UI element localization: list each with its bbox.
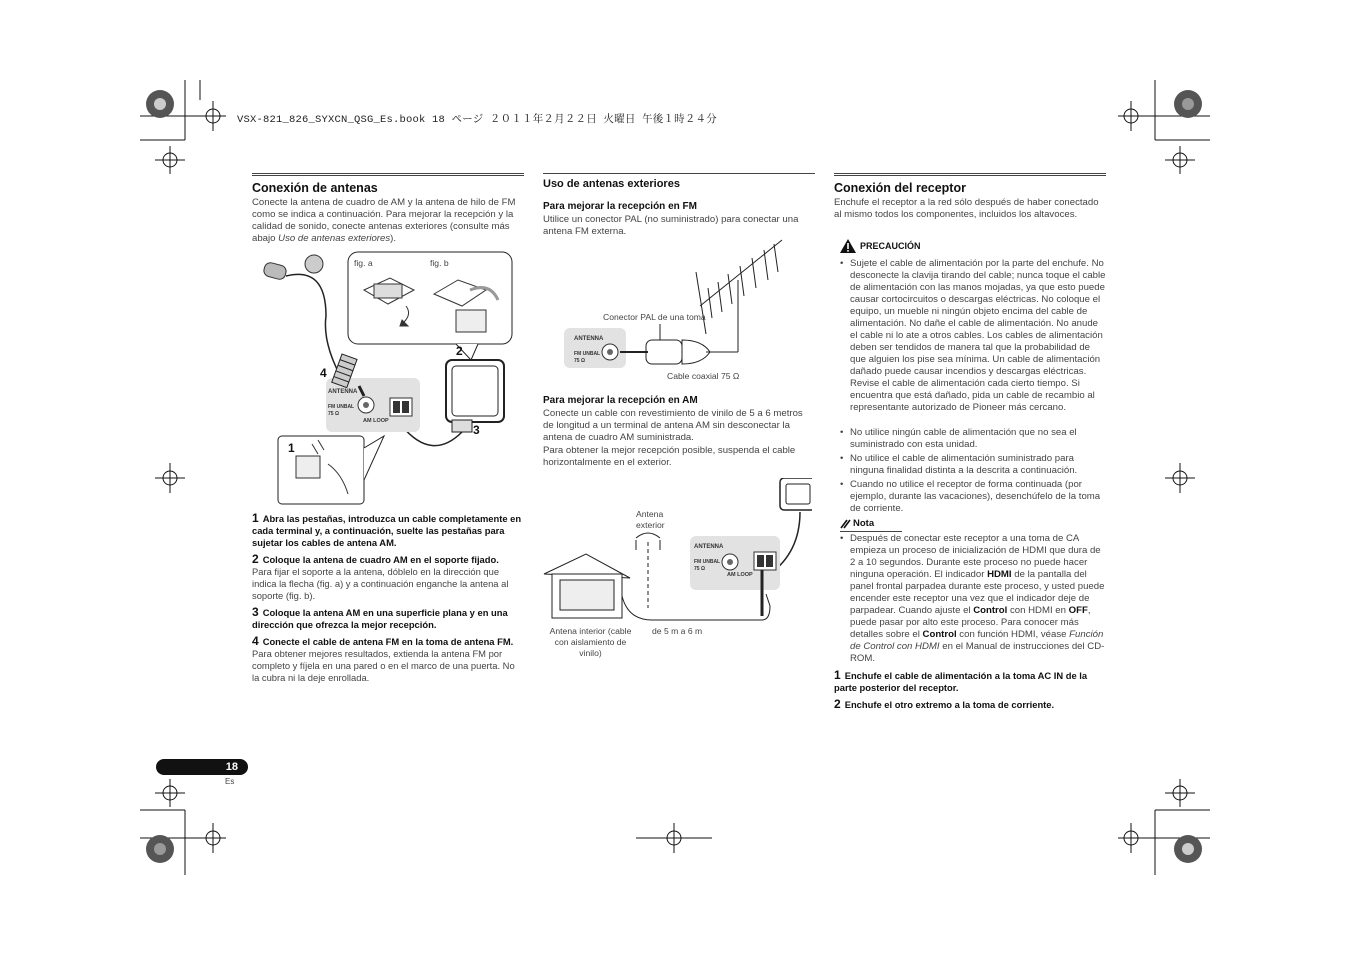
caution-item: • Cuando no utilice el receptor de forma continuada (por ejemplo, durante las vacaciones), desenchúfelo de la toma de corriente. <box>840 479 1106 515</box>
am-loop-antenna <box>780 478 812 510</box>
am-panel-fm: FM UNBAL <box>694 559 721 565</box>
col1-rule <box>252 173 524 176</box>
col1-step-3 <box>252 606 524 631</box>
note-title: Nota <box>853 518 875 529</box>
col1-intro-link[interactable]: Uso de antenas exteriores <box>278 233 391 244</box>
page-number-badge: 18 <box>156 759 248 775</box>
step-number: 3 <box>252 605 259 619</box>
col1-step-1 <box>252 512 524 549</box>
fm-outdoor-figure <box>560 236 820 386</box>
step-text: Para fijar el soporte a la antena, dóblelo en la dirección que indica la flecha (fig. a) y a continuación enganche la antena al soporte (fig. b). <box>252 566 509 601</box>
col1-step-2 <box>252 553 524 602</box>
note-item: • Después de conectar este receptor a una toma de CA empieza un proceso de inicialización de HDMI que dura de 2 a 10 segundos. Durante este proceso no puede hacer ninguna operación. El indicador HDMI de la pantalla del panel frontal parpadea durante este proceso, y usted puede encender este receptor una vez que el indicador deje de parpadear. Cuando ajuste el Control con HDMI en OFF, puede pasar por alto este proceso. Para conocer más detalles sobre el Control con función HDMI, véase Función de Control con HDMI en el Manual de instrucciones del CD-ROM. <box>840 533 1106 665</box>
step-number: 4 <box>252 634 259 648</box>
caution-item: • No utilice el cable de alimentación suministrado para ninguna finalidad distinta a la descrita a continuación. <box>840 453 1106 477</box>
step-heading: Enchufe el cable de alimentación a la toma AC IN de la parte posterior del receptor. <box>834 670 1088 693</box>
am-text-2: Para obtener la mejor recepción posible, suspenda el cable horizontalmente en el exterior. <box>543 445 796 468</box>
step-heading: Coloque la antena AM en una superficie plana y en una dirección que ofrezca la mejor recepción. <box>252 607 508 630</box>
fm-title: Para mejorar la recepción en FM <box>543 201 697 212</box>
warning-icon <box>840 239 856 253</box>
col3-rule <box>834 173 1106 176</box>
language-code: Es <box>225 777 235 786</box>
col1-intro-b: ). <box>390 233 397 244</box>
am-text-1: Conecte un cable con revestimiento de vinilo de 5 a 6 metros de longitud a un terminal de antena AM sin desconectar la antena de cuadro AM suministrada. <box>543 408 803 443</box>
note-underline <box>840 531 902 532</box>
col1-step-4 <box>252 635 524 684</box>
col3-step-2 <box>834 698 1106 711</box>
fm-cable-label: Cable coaxial 75 Ω <box>667 371 740 381</box>
caution-item: • No utilice ningún cable de alimentación que no sea el suministrado con esta unidad. <box>840 427 1106 451</box>
step-number: 1 <box>252 511 259 525</box>
fig-b-label: fig. b <box>430 258 449 268</box>
fm-connector-label: Conector PAL de una toma <box>603 312 706 322</box>
fm-text: Utilice un conector PAL (no suministrado) para conectar una antena FM externa. <box>543 214 799 237</box>
callout-1: 1 <box>288 441 295 455</box>
col1-intro-a: Conecte la antena de cuadro de AM y la antena de hilo de FM como se indica a continuación. Para mejorar la recepción y la calidad de sonido, conecte antenas exteriores (consulte más abajo <box>252 197 516 244</box>
am-panel-ohm: 75 Ω <box>694 566 705 572</box>
panel-antenna-label: ANTENNA <box>328 389 358 395</box>
step-heading: Coloque la antena de cuadro AM en el soporte fijado. <box>262 554 499 565</box>
am-loop-antenna <box>446 360 504 422</box>
callout-4: 4 <box>320 366 327 380</box>
step-number: 2 <box>834 697 841 711</box>
panel-fm-label: FM UNBAL <box>328 404 355 410</box>
callout-2: 2 <box>456 344 463 358</box>
panel-am-label: AM LOOP <box>363 418 389 424</box>
step-heading: Abra las pestañas, introduzca un cable completamente en cada terminal y, a continuación, suelte las pestañas para sujetar los cables de antena AM. <box>252 513 522 548</box>
am-outdoor-figure <box>542 478 812 628</box>
book-header: VSX-821_826_SYXCN_QSG_Es.book 18 ページ ２０１１年２月２２日 火曜日 午後１時２４分 <box>237 114 717 126</box>
step-number: 2 <box>252 552 259 566</box>
col3-intro: Enchufe el receptor a la red sólo después de haber conectado al mismo todos los componentes, incluidos los altavoces. <box>834 197 1099 220</box>
indoor-antenna-label: Antena interior (cable con aislamiento de vinilo) <box>549 626 632 658</box>
step-number: 1 <box>834 668 841 682</box>
col3-step-1 <box>834 669 1106 694</box>
col3-title: Conexión del receptor <box>834 181 966 195</box>
note-pencil-icon <box>840 519 852 529</box>
am-panel-am: AM LOOP <box>727 572 753 578</box>
callout-3: 3 <box>473 423 480 437</box>
step-text: Para obtener mejores resultados, extienda la antena FM por completo y fíjela en una pared o en el marco de una puerta. No la cubra ni la deje enrollada. <box>252 648 515 683</box>
col1-intro <box>252 197 524 245</box>
fig-a-label: fig. a <box>354 258 373 268</box>
col2-rule <box>543 173 815 174</box>
fm-panel-antenna: ANTENNA <box>574 336 604 342</box>
am-fm-antenna-figure <box>256 250 526 510</box>
step-heading: Enchufe el otro extremo a la toma de corriente. <box>844 699 1055 710</box>
caution-item: • Sujete el cable de alimentación por la parte del enchufe. No desconecte la clavija tirando del cable; nunca toque el cable de alimentación con las manos mojadas, ya que esto puede causar cortocircuitos o descargas eléctricas. No coloque el equipo, un mueble ni ningún objeto encima del cable de alimentación. No dañe el cable de alimentación. No anude el cable ni lo ate a otros cables. Los cables de alimentación deben ser tendidos de manera tal que la probabilidad de que alguien los pise sea mínima. Un cable de alimentación dañado puede causar incendios y descargas eléctricas. Revise el cable de alimentación cada cierto tiempo. Si encuentra que está dañado, pida un cable de recambio al representante autorizado de Pioneer más cercano. <box>840 258 1106 414</box>
caution-title: PRECAUCIÓN <box>860 241 921 251</box>
distance-label: de 5 m a 6 m <box>652 626 703 636</box>
am-panel-antenna: ANTENNA <box>694 544 724 550</box>
am-title: Para mejorar la recepción en AM <box>543 395 698 406</box>
col1-title: Conexión de antenas <box>252 181 378 195</box>
col2-title: Uso de antenas exteriores <box>543 178 680 190</box>
panel-ohm-label: 75 Ω <box>328 411 339 417</box>
fm-panel-ohm: 75 Ω <box>574 358 585 364</box>
fm-panel-fm: FM UNBAL <box>574 351 601 357</box>
outdoor-antenna-label: Antena exterior <box>636 509 665 530</box>
step-heading: Conecte el cable de antena FM en la toma de antena FM. <box>262 636 514 647</box>
